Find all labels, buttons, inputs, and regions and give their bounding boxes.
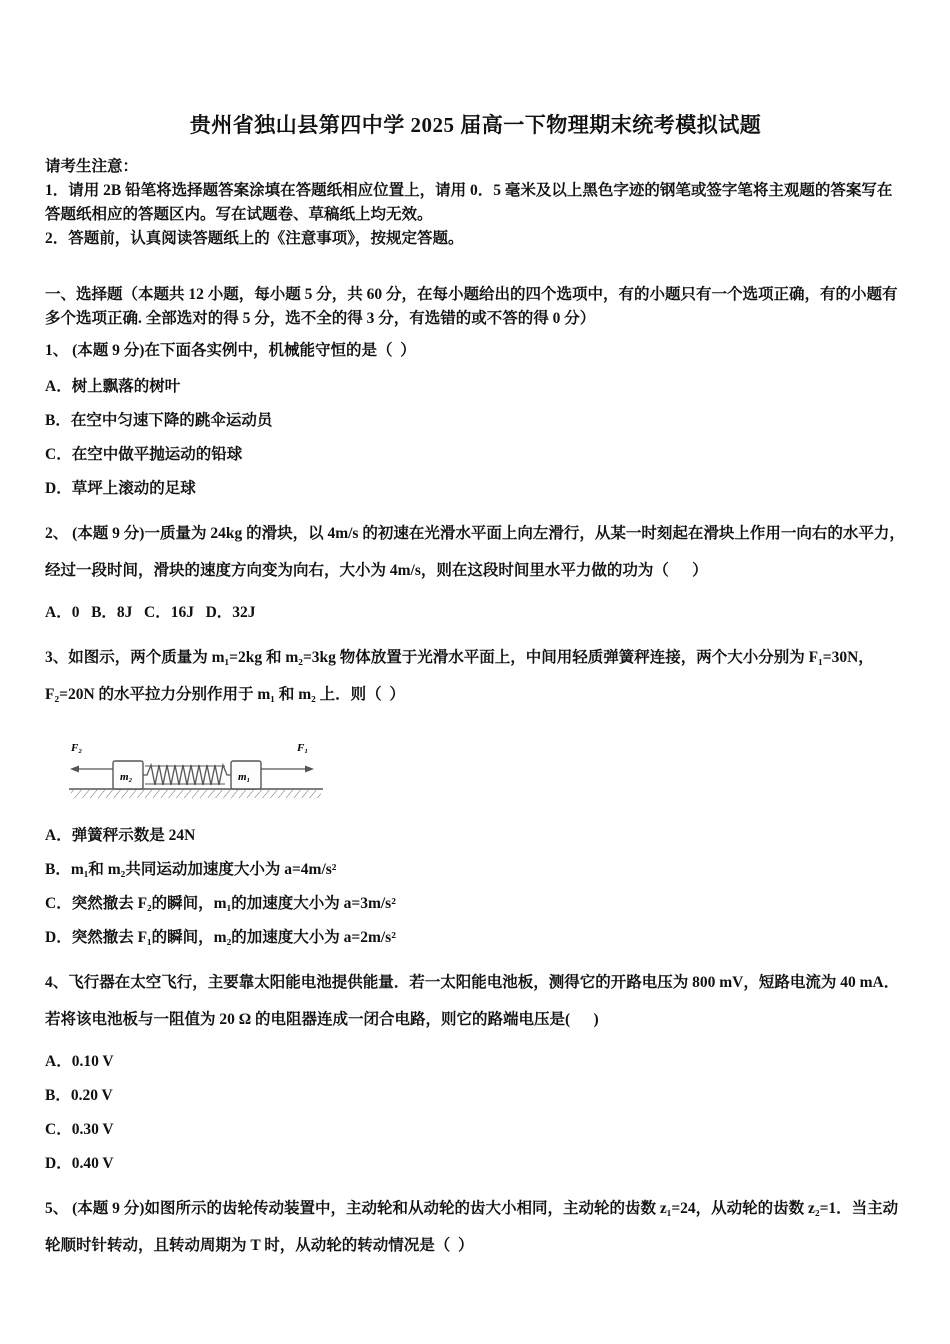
- force-f1-arrowhead: [305, 766, 314, 773]
- question-1-option-c: C．在空中做平抛运动的铅球: [45, 446, 243, 463]
- question-3: [45, 639, 906, 948]
- notice-heading: 请考生注意：: [45, 158, 139, 175]
- question-5: [45, 1190, 906, 1264]
- question-1-option-d: D．草坪上滚动的足球: [45, 480, 196, 497]
- force-f1-label: F₁: [297, 742, 309, 754]
- question-4-option-b: B．0.20 V: [45, 1087, 113, 1104]
- question-2: [45, 515, 906, 623]
- question-4-stem: 4、飞行器在太空飞行，主要靠太阳能电池提供能量．若一太阳能电池板，测得它的开路电压为 800 mV，短路电流为 40 mA．若将该电池板与一阻值为 20 Ω 的电阻器连成一闭合电路，则它的路端电压是( ): [45, 974, 900, 1028]
- question-1-option-a: A．树上飘落的树叶: [45, 378, 181, 395]
- question-1: [45, 339, 906, 499]
- question-2-stem: 2、 (本题 9 分)一质量为 24kg 的滑块，以 4m/s 的初速在光滑水平面上向左滑行，从某一时刻起在滑块上作用一向右的水平力，经过一段时间，滑块的速度方向变为向右，大小为 4m/s，则在这段时间里水平力做的功为（ ）: [45, 525, 905, 579]
- block-m1-label: m₁: [238, 771, 251, 783]
- force-f2-arrowhead: [70, 766, 79, 773]
- question-1-stem: 1、 (本题 9 分)在下面各实例中，机械能守恒的是（ ）: [45, 342, 416, 359]
- notice-item-2: 2．答题前，认真阅读答题纸上的《注意事项》，按规定答题。: [45, 230, 464, 247]
- question-5-stem: 5、 (本题 9 分)如图所示的齿轮传动装置中，主动轮和从动轮的齿大小相同，主动轮的齿数 z₁=24，从动轮的齿数 z₂=1．当主动轮顺时针转动，且转动周期为 T 时，从动轮的转动情况是（ ）: [45, 1200, 899, 1254]
- question-3-option-c: C．突然撤去 F₂的瞬间，m₁的加速度大小为 a=3m/s²: [45, 895, 396, 912]
- question-4: [45, 964, 906, 1174]
- question-3-figure: [65, 725, 906, 812]
- spring-coil: [143, 765, 231, 785]
- question-4-option-d: D．0.40 V: [45, 1155, 114, 1172]
- page-title: 贵州省独山县第四中学 2025 届高一下物理期末统考模拟试题: [189, 113, 762, 137]
- spring-blocks-diagram: [65, 725, 335, 807]
- question-2-options-inline: A．0 B．8J C．16J D．32J: [45, 604, 256, 621]
- question-3-option-a: A．弹簧秤示数是 24N: [45, 827, 196, 844]
- question-4-option-a: A．0.10 V: [45, 1053, 114, 1070]
- block-m2-label: m₂: [120, 771, 133, 783]
- section-one-heading: 一、选择题（本题共 12 小题，每小题 5 分，共 60 分，在每小题给出的四个选项中，有的小题只有一个选项正确，有的小题有多个选项正确. 全部选对的得 5 分，选不全的得 3 分，有选错的或不答的得 0 分）: [45, 286, 898, 327]
- question-3-option-d: D．突然撤去 F₁的瞬间，m₂的加速度大小为 a=2m/s²: [45, 929, 396, 946]
- question-4-option-c: C．0.30 V: [45, 1121, 114, 1138]
- question-3-option-b: B．m₁和 m₂共同运动加速度大小为 a=4m/s²: [45, 861, 337, 878]
- question-3-stem: 3、如图示，两个质量为 m₁=2kg 和 m₂=3kg 物体放置于光滑水平面上，中间用轻质弹簧秤连接，两个大小分别为 F₁=30N，F₂=20N 的水平拉力分别作用于 m₁ 和 m₂ 上．则（ ）: [45, 649, 874, 703]
- notice-section: [45, 155, 906, 251]
- question-1-option-b: B．在空中匀速下降的跳伞运动员: [45, 412, 273, 429]
- ground-hatching: [71, 790, 321, 798]
- notice-item-1: 1．请用 2B 铅笔将选择题答案涂填在答题纸相应位置上，请用 0．5 毫米及以上黑色字迹的钢笔或签字笔将主观题的答案写在答题纸相应的答题区内。写在试题卷、草稿纸上均无效。: [45, 182, 893, 223]
- force-f2-label: F₂: [71, 742, 83, 754]
